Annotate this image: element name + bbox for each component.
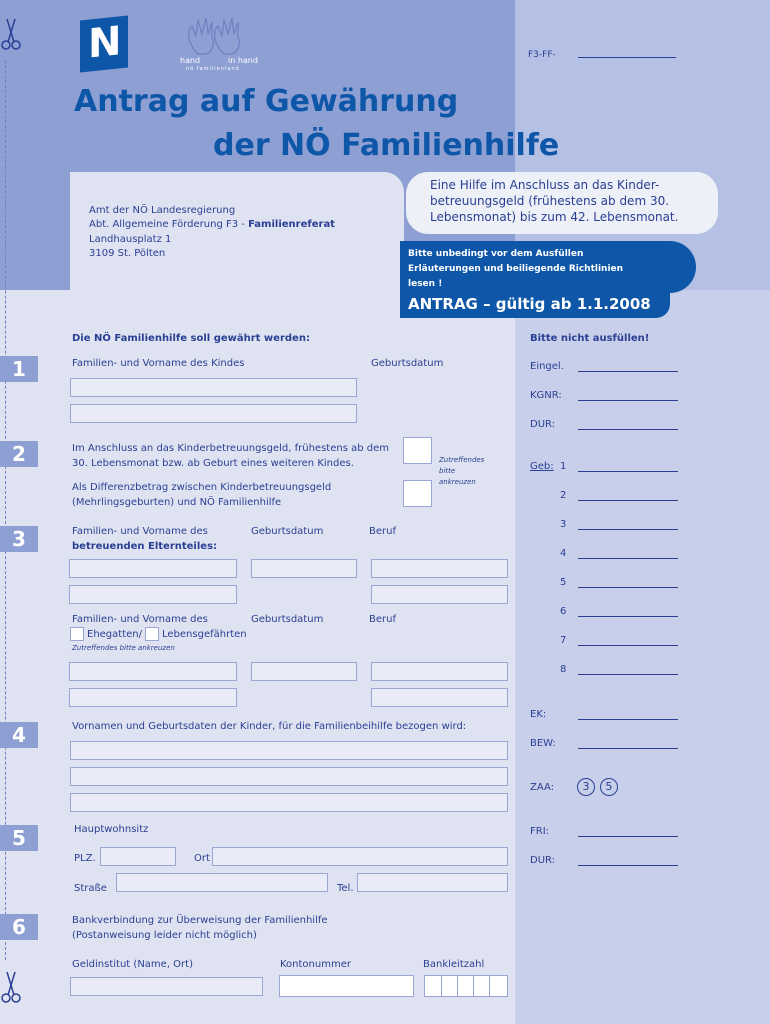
hand-in-hand-logo <box>178 14 268 74</box>
option-hint-line1: Zutreffendes <box>439 456 485 464</box>
office-geb-num-4: 4 <box>560 548 567 559</box>
office-zaa-circle-3: 3 <box>577 778 595 796</box>
office-ek-line <box>578 719 678 720</box>
section-number-2: 2 <box>0 441 38 467</box>
parent-job-field[interactable] <box>371 559 508 578</box>
office-geb-line-4 <box>578 558 678 559</box>
parent-name-label2: betreuenden Elternteiles: <box>72 541 218 552</box>
option2-checkbox[interactable] <box>403 480 432 507</box>
noe-logo-letter: N <box>88 18 122 68</box>
notice-line1: Bitte unbedingt vor dem Ausfüllen <box>408 249 584 259</box>
office-geb-line-3 <box>578 529 678 530</box>
blz-divider <box>441 976 442 996</box>
option1-line2: 30. Lebensmonat bzw. ab Geburt eines weiteren Kindes. <box>72 458 354 469</box>
phone-field[interactable] <box>357 873 508 892</box>
section-number-5: 5 <box>0 825 38 851</box>
office-zaa-circle-5: 5 <box>600 778 618 796</box>
office-zaa-label: ZAA: <box>530 782 555 793</box>
bank-info-line1: Bankverbindung zur Überweisung der Familienhilfe <box>72 915 328 926</box>
partner-birth-field[interactable] <box>251 662 357 681</box>
office-geb-line-1 <box>578 471 678 472</box>
office-geb-label: Geb: <box>530 461 554 472</box>
blz-label: Bankleitzahl <box>423 959 485 970</box>
children-field-3[interactable] <box>70 793 508 812</box>
section-number-4: 4 <box>0 722 38 748</box>
info-line1: Eine Hilfe im Anschluss an das Kinder- <box>430 178 660 192</box>
page-title-line2: der NÖ Familienhilfe <box>213 128 560 163</box>
parent-name-field-2[interactable] <box>69 585 237 604</box>
office-kgnr-label: KGNR: <box>530 390 562 401</box>
intro-text: Die NÖ Familienhilfe soll gewährt werden: <box>72 333 310 344</box>
bank-name-field[interactable] <box>70 977 263 996</box>
hand-logo-sub: nö familienland <box>186 66 240 72</box>
city-label: Ort <box>194 853 210 864</box>
address-line1: Amt der NÖ Landesregierung <box>89 205 236 216</box>
info-bubble <box>406 172 718 234</box>
spouse-label: Ehegatten/ <box>87 629 142 640</box>
form-code-line <box>578 57 676 58</box>
address-box <box>70 172 404 290</box>
parent-birth-label: Geburtsdatum <box>251 526 324 537</box>
hand-logo-right: in hand <box>228 56 258 65</box>
office-geb-num-5: 5 <box>560 577 567 588</box>
office-geb-line-2 <box>578 500 678 501</box>
address-line2 <box>89 219 335 230</box>
office-geb-num-3: 3 <box>560 519 567 530</box>
office-geb-line-5 <box>578 587 678 588</box>
partner-job-field-2[interactable] <box>371 688 508 707</box>
parent-birth-field[interactable] <box>251 559 357 578</box>
parent-job-field-2[interactable] <box>371 585 508 604</box>
page-title-line1: Antrag auf Gewährung <box>74 84 459 119</box>
bank-name-label: Geldinstitut (Name, Ort) <box>72 959 193 970</box>
bank-info-line2: (Postanweisung leider nicht möglich) <box>72 930 257 941</box>
partner-name-label1: Familien- und Vorname des <box>72 614 208 625</box>
valid-banner <box>400 292 670 318</box>
office-geb-line-6 <box>578 616 678 617</box>
address-line4: 3109 St. Pölten <box>89 248 166 259</box>
zip-label: PLZ. <box>74 853 96 864</box>
form-code: F3-FF- <box>528 50 556 60</box>
partner-name-field[interactable] <box>69 662 237 681</box>
office-geb-num-1: 1 <box>560 461 567 472</box>
office-title: Bitte nicht ausfüllen! <box>530 333 650 344</box>
office-fri-line <box>578 836 678 837</box>
option1-checkbox[interactable] <box>403 437 432 464</box>
blz-divider <box>457 976 458 996</box>
blz-divider <box>489 976 490 996</box>
city-field[interactable] <box>212 847 508 866</box>
partner-job-field[interactable] <box>371 662 508 681</box>
notice-line3: lesen ! <box>408 279 443 289</box>
scissors-icon <box>0 15 22 51</box>
office-dur2-label: DUR: <box>530 855 556 866</box>
noe-logo <box>80 15 128 72</box>
office-geb-line-8 <box>578 674 678 675</box>
phone-label: Tel. <box>337 883 354 894</box>
children-field-2[interactable] <box>70 767 508 786</box>
notice-line2: Erläuterungen und beiliegende Richtlinien <box>408 264 624 274</box>
office-eingel-line <box>578 371 678 372</box>
partner-birth-label: Geburtsdatum <box>251 614 324 625</box>
office-geb-num-6: 6 <box>560 606 567 617</box>
hand-logo-left: hand <box>180 56 201 65</box>
parent-name-label1: Familien- und Vorname des <box>72 526 208 537</box>
office-geb-num-8: 8 <box>560 664 567 675</box>
partner-job-label: Beruf <box>369 614 396 625</box>
option2-line2: (Mehrlingsgeburten) und NÖ Familienhilfe <box>72 497 282 508</box>
partner-hint: Zutreffendes bitte ankreuzen <box>72 644 175 652</box>
parent-name-field[interactable] <box>69 559 237 578</box>
partner-checkbox[interactable] <box>145 627 159 641</box>
spouse-checkbox[interactable] <box>70 627 84 641</box>
child-birth-label: Geburtsdatum <box>371 358 444 369</box>
office-bew-label: BEW: <box>530 738 556 749</box>
office-geb-num-7: 7 <box>560 635 567 646</box>
notice-bubble <box>400 241 696 293</box>
office-kgnr-line <box>578 400 678 401</box>
office-dur2-line <box>578 865 678 866</box>
office-bew-line <box>578 748 678 749</box>
zip-field[interactable] <box>100 847 176 866</box>
child-name-field[interactable] <box>70 378 357 397</box>
office-geb-num-2: 2 <box>560 490 567 501</box>
child-name-label: Familien- und Vorname des Kindes <box>72 358 245 369</box>
residence-label: Hauptwohnsitz <box>74 824 149 835</box>
partner-label: Lebensgefährten <box>162 629 247 640</box>
option2-line1: Als Differenzbetrag zwischen Kinderbetreuungsgeld <box>72 482 332 493</box>
child-name-field-2[interactable] <box>70 404 357 423</box>
street-field[interactable] <box>116 873 328 892</box>
scissors-icon <box>0 968 22 1004</box>
partner-name-field-2[interactable] <box>69 688 237 707</box>
address-line2-bold: Familienreferat <box>248 219 335 230</box>
section-number-3: 3 <box>0 526 38 552</box>
office-dur1-line <box>578 429 678 430</box>
children-label: Vornamen und Geburtsdaten der Kinder, für die Familienbeihilfe bezogen wird: <box>72 721 467 732</box>
account-label: Kontonummer <box>280 959 351 970</box>
street-label: Straße <box>74 883 107 894</box>
office-dur1-label: DUR: <box>530 419 556 430</box>
info-line3: Lebensmonat) bis zum 42. Lebensmonat. <box>430 210 679 224</box>
blz-divider <box>473 976 474 996</box>
office-ek-label: EK: <box>530 709 547 720</box>
section-number-6: 6 <box>0 914 38 940</box>
account-field[interactable] <box>279 975 414 997</box>
blz-field[interactable] <box>424 975 508 997</box>
option-hint-line3: ankreuzen <box>439 478 476 486</box>
section-number-1: 1 <box>0 356 38 382</box>
option-hint-line2: bitte <box>439 467 456 475</box>
option1-line1: Im Anschluss an das Kinderbetreuungsgeld, frühestens ab dem <box>72 443 389 454</box>
office-eingel-label: Eingel. <box>530 361 564 372</box>
info-line2: betreuungsgeld (frühestens ab dem 30. <box>430 194 670 208</box>
office-geb-line-7 <box>578 645 678 646</box>
address-line2-prefix: Abt. Allgemeine Förderung F3 - <box>89 219 249 230</box>
address-line3: Landhausplatz 1 <box>89 234 172 245</box>
office-fri-label: FRI: <box>530 826 550 837</box>
valid-text: ANTRAG – gültig ab 1.1.2008 <box>408 295 651 313</box>
children-field-1[interactable] <box>70 741 508 760</box>
parent-job-label: Beruf <box>369 526 396 537</box>
